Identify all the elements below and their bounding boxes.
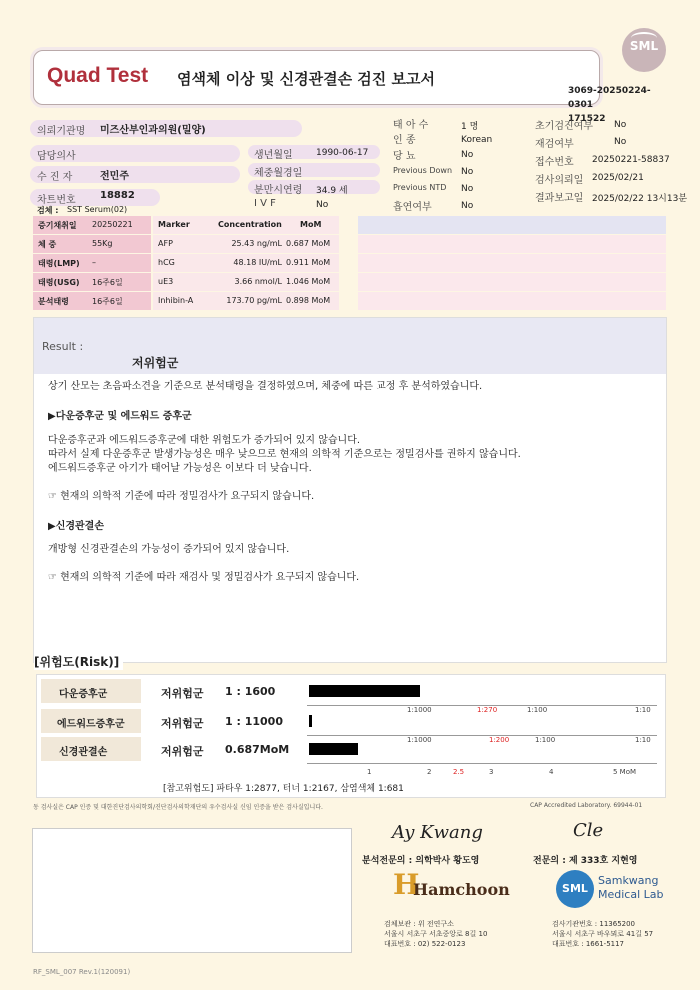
prev-down-value: No (461, 167, 474, 177)
marker-name: Inhibin-A (158, 296, 194, 305)
risk-axis-tick: 1:100 (527, 706, 548, 714)
marker-mom: MoM (300, 220, 322, 229)
marker-row-value: 16주6일 (92, 297, 123, 306)
diabetes-value: No (461, 150, 474, 160)
risk-axis-2 (307, 735, 657, 736)
hamchoon-logo-icon: H Hamchoon (393, 868, 510, 901)
risk-axis-tick: 1:10 (635, 736, 651, 744)
hospital-label: 의뢰기관명 (37, 126, 86, 137)
ntd-heading: ▶신경관결손 (48, 521, 104, 532)
address-1: 검체보관 : 위 전연구소 서울시 서초구 서초중앙로 8길 10 대표번호 : 02) 522-0123 (384, 920, 488, 948)
risk-axis-tick: 1 (367, 768, 372, 776)
prev-ntd-value: No (461, 184, 474, 194)
risk-axis-tick: 1:200 (489, 736, 510, 744)
smoke-label: 흡연여부 (393, 202, 432, 213)
risk-row-group: 저위험군 (161, 687, 204, 700)
risk-axis-tick: 1:100 (535, 736, 556, 744)
marker-row-label: 태령(USG) (38, 278, 80, 287)
result-value: 저위험군 (132, 356, 179, 370)
risk-row-group: 저위험군 (161, 745, 204, 758)
sml-logo-icon: SML (622, 28, 666, 72)
marker-row-right-bg (358, 235, 666, 253)
marker-row-label: 분석태령 (38, 297, 69, 306)
marker-row-value: 16주6일 (92, 278, 123, 287)
marker-mom: 0.687 MoM (286, 239, 331, 248)
marker-name: Marker (158, 220, 190, 229)
doctor-label: 담당의사 (37, 151, 76, 162)
footer-note-left: 동 검사실은 CAP 인증 및 대한진단검사의학회/진단검사의학재단의 우수검사실 신임 인증을 받은 검사실입니다. (33, 804, 323, 811)
race-label: 인 종 (393, 135, 416, 146)
report-number: 3069-20250224-0301 171522 (568, 86, 651, 124)
first-value: No (614, 120, 627, 130)
signature-1: Ay Kwang (392, 822, 483, 843)
marker-row-right-bg (358, 292, 666, 310)
risk-bar (309, 743, 358, 755)
dob-label: 생년월일 (254, 150, 293, 161)
result-section (33, 317, 667, 663)
risk-axis-tick: 5 MoM (613, 768, 637, 776)
risk-row-value: 1 : 11000 (225, 715, 283, 728)
chart-label: 차트번호 (37, 195, 76, 206)
down-text-3: 에드워드증후군 아기가 태어날 가능성은 이보다 더 낮습니다. (48, 463, 312, 474)
risk-axis-tick: 3 (489, 768, 494, 776)
risk-axis-tick: 4 (549, 768, 554, 776)
retest-value: No (614, 137, 627, 147)
ntd-text-1: 개방형 신경관결손의 가능성이 증가되어 있지 않습니다. (48, 544, 290, 555)
fetus-value: 1 명 (461, 122, 479, 132)
risk-row-name: 신경관결손 (59, 747, 108, 758)
marker-mom: 0.911 MoM (286, 258, 331, 267)
report-header (33, 50, 600, 105)
marker-row-value: 20250221 (92, 220, 133, 229)
marker-mom: 1.046 MoM (286, 277, 331, 286)
marker-concentration: 25.43 ng/mL (231, 239, 282, 248)
marker-concentration: Concentration (218, 220, 282, 229)
marker-concentration: 3.66 nmol/L (234, 277, 282, 286)
marker-concentration: 48.18 IU/mL (233, 258, 282, 267)
marker-row-value: – (92, 258, 96, 267)
risk-axis-tick: 1:10 (635, 706, 651, 714)
specimen-label: 검체 : (37, 206, 59, 215)
risk-axis-tick: 1:1000 (407, 736, 432, 744)
result-header (34, 318, 666, 374)
ivf-value: No (316, 200, 329, 210)
result-label: Result : (42, 340, 84, 353)
signer-2: 전문의 : 제 333호 지현영 (533, 856, 638, 866)
age-label: 분만시연령 (254, 185, 303, 196)
diabetes-label: 당 뇨 (393, 151, 416, 162)
down-note: ☞ 현재의 의학적 기준에 따라 정밀검사가 요구되지 않습니다. (48, 491, 315, 502)
report-title: Quad Test (47, 64, 149, 87)
risk-bar (309, 685, 420, 697)
risk-section (36, 674, 666, 798)
signature-2: Cle (573, 820, 604, 841)
marker-row-right-bg (358, 216, 666, 234)
gest-label: 체중월경일 (254, 168, 303, 179)
down-text-1: 다운증후군과 에드워드증후군에 대한 위험도가 증가되어 있지 않습니다. (48, 435, 361, 446)
marker-name: uE3 (158, 277, 174, 286)
risk-axis-tick: 1:270 (477, 706, 498, 714)
risk-axis-tick: 1:1000 (407, 706, 432, 714)
smoke-value: No (461, 201, 474, 211)
blank-box (32, 828, 352, 953)
marker-row-label: 체 중 (38, 240, 57, 249)
signer-1: 분석전문의 : 의학박사 황도영 (362, 856, 480, 866)
risk-row-group: 저위험군 (161, 717, 204, 730)
prev-ntd-label: Previous NTD (393, 183, 447, 192)
risk-bar (309, 715, 312, 727)
marker-row-value: 55Kg (92, 239, 113, 248)
risk-row-name: 다운증후군 (59, 689, 108, 700)
samkwang-logo-icon: SML Samkwang Medical Lab (556, 868, 666, 908)
footer-note-right: CAP Accredited Laboratory. 69944-01 (530, 802, 643, 809)
req-date-value: 2025/02/21 (592, 173, 644, 183)
marker-row-right-bg (358, 254, 666, 272)
report-date-label: 결과보고일 (535, 193, 584, 204)
risk-title: [위험도(Risk)] (34, 653, 123, 670)
receipt-value: 20250221-58837 (592, 155, 670, 165)
patient-value: 전민주 (100, 171, 129, 182)
race-value: Korean (461, 135, 493, 145)
risk-axis-3 (307, 763, 657, 764)
retest-label: 재검여부 (535, 139, 574, 150)
marker-name: hCG (158, 258, 175, 267)
risk-axis-tick: 2.5 (453, 768, 465, 776)
marker-row-label: 증기채취일 (38, 221, 77, 230)
down-heading: ▶다운증후군 및 에드워드 증후군 (48, 411, 192, 422)
form-number: RF_SML_007 Rev.1(120091) (33, 968, 131, 976)
down-text-2: 따라서 실제 다운증후군 발생가능성은 매우 낮으므로 현재의 의학적 기준으로는 정밀검사를 권하지 않습니다. (48, 449, 521, 460)
report-date-value: 2025/02/22 13시13분 (592, 194, 688, 204)
ntd-note: ☞ 현재의 의학적 기준에 따라 재검사 및 정밀검사가 요구되지 않습니다. (48, 572, 360, 583)
hospital-value: 미즈산부인과의원(밀양) (100, 125, 206, 136)
report-subtitle: 염색체 이상 및 신경관결손 검진 보고서 (177, 70, 435, 88)
specimen-value: SST Serum(02) (67, 205, 128, 214)
req-date-label: 검사의뢰일 (535, 175, 584, 186)
first-label: 초기검진여부 (535, 121, 593, 132)
risk-reference: [참고위험도] 파타우 1:2877, 터너 1:2167, 삼염색체 1:681 (163, 784, 404, 794)
patient-label: 수 진 자 (37, 172, 73, 183)
ivf-label: I V F (254, 198, 276, 209)
risk-axis-tick: 2 (427, 768, 432, 776)
address-2: 검사기관번호 : 11365200 서울시 서초구 바우뫼로 41길 57 대표번호 : 1661-5117 (552, 920, 654, 948)
fetus-label: 태 아 수 (393, 120, 429, 131)
risk-row-name: 에드워드증후군 (57, 719, 125, 730)
marker-row-label: 태령(LMP) (38, 259, 80, 268)
result-intro: 상기 산모는 초음파소견을 기준으로 분석태령을 결정하였으며, 체중에 따른 교정 후 분석하였습니다. (48, 381, 483, 392)
marker-row-right-bg (358, 273, 666, 291)
prev-down-label: Previous Down (393, 166, 453, 175)
dob-value: 1990-06-17 (316, 148, 369, 158)
chart-value: 18882 (100, 190, 135, 201)
receipt-label: 접수번호 (535, 157, 574, 168)
risk-row-value: 0.687MoM (225, 743, 290, 756)
marker-concentration: 173.70 pg/mL (226, 296, 282, 305)
marker-name: AFP (158, 239, 173, 248)
risk-row-value: 1 : 1600 (225, 685, 276, 698)
marker-mom: 0.898 MoM (286, 296, 331, 305)
age-value: 34.9 세 (316, 186, 348, 196)
